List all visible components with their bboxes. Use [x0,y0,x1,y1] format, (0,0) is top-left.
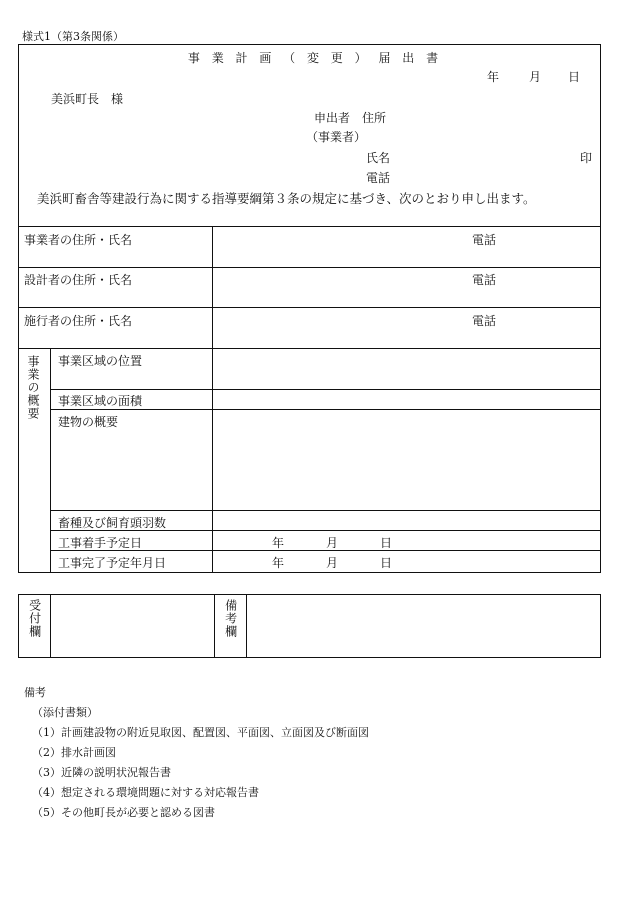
notes-item: （4）想定される環境問題に対する対応報告書 [32,786,259,799]
completion-date-label: 工事完了予定年月日 [58,556,167,570]
rule [50,409,601,410]
completion-month-unit: 月 [326,556,339,570]
rule [212,226,213,572]
notes-subtitle: （添付書類） [32,706,98,719]
form-label: 様式1（第3条関係） [22,30,124,43]
rule [50,510,601,511]
designer-row-label: 設計者の住所・氏名 [24,273,133,287]
rule [18,348,601,349]
building-overview-label: 建物の概要 [58,415,119,429]
notes-item: （5）その他町長が必要と認める図書 [32,806,215,819]
start-month-unit: 月 [326,536,339,550]
rule [246,594,247,658]
date-day-label: 日 [568,70,581,84]
received-label: 受付欄 [27,599,42,638]
applicant-role-label: （事業者） [306,130,367,144]
application-form [18,44,601,573]
notes-item: （2）排水計画図 [32,746,116,759]
rule [18,226,601,227]
applicant-name-label: 氏名 [366,151,391,165]
site-area-label: 事業区域の面積 [58,394,143,408]
applicant-address-label: 申出者 住所 [314,111,387,125]
designer-row-label: 事業者の住所・氏名 [24,233,133,247]
phone-label: 電話 [472,233,497,247]
declaration-statement: 美浜町畜舎等建設行為に関する指導要綱第３条の規定に基づき、次のとおり申し出ます。 [37,191,536,206]
start-date-label: 工事着手予定日 [58,536,143,550]
start-year-unit: 年 [272,536,285,550]
remarks-label: 備考欄 [223,599,238,638]
notes-title: 備考 [24,686,46,699]
rule [50,594,51,658]
completion-year-unit: 年 [272,556,285,570]
applicant-phone-label: 電話 [366,171,391,185]
start-day-unit: 日 [380,536,393,550]
date-month-label: 月 [529,70,542,84]
livestock-label: 畜種及び飼育頭羽数 [58,516,167,530]
rule [50,348,51,572]
seal-label: 印 [580,151,593,165]
rule [214,594,215,658]
phone-label: 電話 [472,314,497,328]
addressee: 美浜町長 様 [51,92,124,106]
rule [18,267,601,268]
date-year-label: 年 [487,70,500,84]
form-title: 事 業 計 画 （ 変 更 ） 届 出 書 [187,51,443,65]
phone-label: 電話 [472,273,497,287]
completion-day-unit: 日 [380,556,393,570]
reception-box [18,594,601,658]
overview-group-label: 事業の概要 [26,355,40,420]
contractor-row-label: 施行者の住所・氏名 [24,314,133,328]
rule [18,307,601,308]
notes-item: （3）近隣の説明状況報告書 [32,766,171,779]
rule [50,389,601,390]
site-location-label: 事業区域の位置 [58,354,143,368]
notes-item: （1）計画建設物の附近見取図、配置図、平面図、立面図及び断面図 [32,726,369,739]
